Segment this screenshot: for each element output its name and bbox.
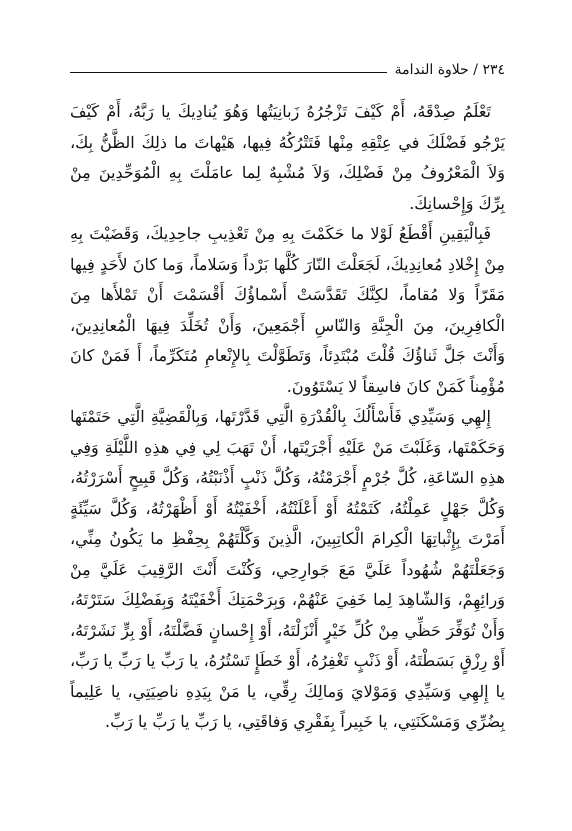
header-separator: / (473, 62, 478, 78)
paragraph-1: تَعْلَمُ صِدْقَهُ، أَمْ كَيْفَ تَزْجُرُهُ زَبانِيَتُها وَهُوَ يُنادِيكَ يا رَبَّهُ، أَمْ كَيْفَ يَرْجُو فَضْلَكَ في عِتْقِهِ مِنْها فَتَتْرُكُهُ فِيها، هَيْهاتَ ما ذلِكَ الظَّنُّ بِكَ، وَلاَ الْمَعْرُوفُ مِنْ فَضْلِكَ، وَلاَ مُشْبِهٌ لِما عامَلْتَ بِهِ الْمُوَحِّدِينَ مِنْ بِرِّكَ وَإِحْسانِكَ. (70, 102, 505, 213)
paragraph-2: فَبِالْيَقِينِ أَقْطَعُ لَوْلا ما حَكَمْتَ بِهِ مِنْ تَعْذِيبِ جاحِدِيكَ، وَقَضَيْتَ بِهِ مِنْ إِخْلادِ مُعانِدِيكَ، لَجَعَلْتَ النّارَ كُلَّها بَرْداً وَسَلاماً، وَما كانَ لأَحَدٍ فِيها مَقَرّاً وَلا مُقاماً، لكِنَّكَ تَقَدَّسَتْ أَسْماؤُكَ أَقْسَمْتَ أَنْ تَمْلأَها مِنَ الْكافِرِينَ، مِنَ الْجِنَّةِ وَالنّاسِ أَجْمَعِينَ، وَأَنْ تُخَلِّدَ فِيهَا الْمُعانِدِينَ، وَأَنْتَ جَلَّ ثَناؤُكَ قُلْتَ مُبْتَدِئاً، وَتَطَوَّلْتَ بِالإِنْعامِ مُتَكَرِّماً، أَ فَمَنْ كانَ مُؤْمِناً كَمَنْ كانَ فاسِقاً لا يَسْتَوُونَ. (70, 224, 505, 396)
running-title: حلاوة الندامة (394, 62, 469, 78)
header-label (395, 62, 505, 80)
header-rule (70, 72, 387, 73)
paragraph-3: إِلهِي وَسَيِّدِي فَأَسْأَلُكَ بِالْقُدْرَةِ الَّتِي قَدَّرْتَها، وَبِالْقَضِيَّةِ الَّتِي حَتَمْتَها وَحَكَمْتَها، وَغَلَبْتَ مَنْ عَلَيْهِ أَجْرَيْتَها، أَنْ تَهَبَ لِي فِي هذِهِ اللَّيْلَةِ وَفِي هذِهِ السّاعَةِ، كُلَّ جُرْمٍ أَجْرَمْتُهُ، وَكُلَّ ذَنْبٍ أَذْنَبْتُهُ، وَكُلَّ قَبِيحٍ أَسْرَرْتُهُ، وَكُلَّ جَهْلٍ عَمِلْتُهُ، كَتَمْتُهُ أَوْ أَعْلَنْتُهُ، أَخْفَيْتُهُ أَوْ أَظْهَرْتُهُ، وَكُلَّ سَيِّئَةٍ أَمَرْتَ بِإِثْباتِهَا الْكِرامَ الْكاتِبِينَ، الَّذِينَ وَكَّلْتَهُمْ بِحِفْظِ ما يَكُونُ مِنِّي، وَجَعَلْتَهُمْ شُهُوداً عَلَيَّ مَعَ جَوارِحِي، وَكُنْتَ أَنْتَ الرَّقِيبَ عَلَيَّ مِنْ وَرائِهِمْ، وَالشّاهِدَ لِما خَفِيَ عَنْهُمْ، وَبِرَحْمَتِكَ أَخْفَيْتَهُ وَبِفَضْلِكَ سَتَرْتَهُ، وَأَنْ تُوَفِّرَ حَظِّي مِنْ كُلِّ خَيْرٍ أَنْزَلْتَهُ، أَوْ إِحْسانٍ فَضَّلْتَهُ، أَوْ بِرٍّ نَشَرْتَهُ، أَوْ رِزْقٍ بَسَطْتَهُ، أَوْ ذَنْبٍ تَغْفِرُهُ، أَوْ خَطَإٍ تَسْتُرُهُ، يا رَبِّ يا رَبِّ يا رَبِّ، يا إِلهِي وَسَيِّدِي وَمَوْلايَ وَمالِكَ رِقِّي، يا مَنْ بِيَدِهِ ناصِيَتِي، يا عَلِيماً بِضُرِّي وَمَسْكَنَتِي، يا خَبِيراً بِفَقْرِي وَفاقَتِي، يا رَبِّ يا رَبِّ يا رَبِّ. (70, 407, 505, 731)
page-number: ٢٣٤ (482, 62, 505, 78)
running-header (70, 54, 505, 80)
body-text (70, 97, 505, 738)
